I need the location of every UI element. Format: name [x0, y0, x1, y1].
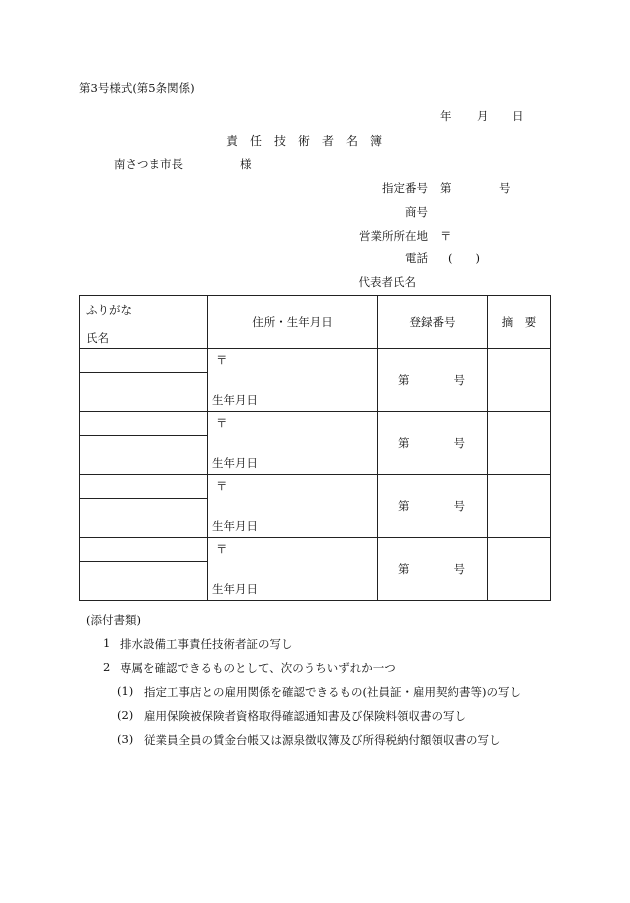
date-of-birth-label: 生年月日 [212, 393, 258, 407]
postal-mark: 〒 [216, 416, 228, 430]
attachment-item-text: 排水設備工事責任技術者証の写し [120, 637, 293, 651]
trade-name-label: 商号 [405, 205, 428, 219]
date-month: 月 [477, 109, 489, 123]
remarks-cell[interactable] [488, 538, 551, 601]
table-header-row [80, 296, 551, 349]
header-furigana: ふりがな [86, 303, 132, 317]
designation-dai: 第 [440, 181, 452, 195]
phone-parens: ( ) [448, 251, 480, 265]
furigana-cell[interactable] [80, 475, 208, 499]
reg-go: 号 [453, 499, 465, 513]
attachments-heading: (添付書類) [86, 613, 141, 627]
remarks-cell[interactable] [488, 475, 551, 538]
registration-number-cell[interactable] [378, 538, 488, 601]
furigana-cell[interactable] [80, 412, 208, 436]
attachment-subitem-num: (3) [117, 732, 134, 746]
registration-number-cell[interactable] [378, 475, 488, 538]
attachment-item-num: 1 [103, 636, 111, 650]
postal-mark: 〒 [216, 479, 228, 493]
attachment-subitem-text: 雇用保険被保険者資格取得確認通知書及び保険料領収書の写し [144, 709, 466, 723]
registration-number-cell[interactable] [378, 349, 488, 412]
reg-dai: 第 [398, 436, 410, 450]
header-name-cell [80, 296, 208, 349]
name-cell[interactable] [80, 436, 208, 475]
date-year: 年 [440, 109, 452, 123]
designation-number-label: 指定番号 [382, 181, 428, 195]
addressee-honorific: 様 [240, 157, 252, 171]
registration-number-cell[interactable] [378, 412, 488, 475]
reg-dai: 第 [398, 373, 410, 387]
designation-go: 号 [499, 181, 511, 195]
date-of-birth-label: 生年月日 [212, 456, 258, 470]
attachment-item-text: 専属を確認できるものとして、次のうちいずれか一つ [120, 661, 396, 675]
date-of-birth-label: 生年月日 [212, 582, 258, 596]
form-number: 第3号様式(第5条関係) [79, 81, 195, 95]
attachment-subitem-num: (1) [117, 684, 134, 698]
table-row [80, 538, 551, 562]
attachment-subitem-text: 指定工事店との雇用関係を確認できるもの(社員証・雇用契約書等)の写し [144, 685, 521, 699]
reg-go: 号 [453, 562, 465, 576]
name-cell[interactable] [80, 373, 208, 412]
header-remarks: 摘 要 [488, 296, 551, 349]
postal-mark: 〒 [216, 542, 228, 556]
reg-go: 号 [453, 436, 465, 450]
phone-label: 電話 [405, 251, 428, 265]
office-postal-mark: 〒 [440, 229, 452, 243]
name-cell[interactable] [80, 562, 208, 601]
remarks-cell[interactable] [488, 349, 551, 412]
remarks-cell[interactable] [488, 412, 551, 475]
reg-go: 号 [453, 373, 465, 387]
header-name: 氏名 [86, 331, 109, 345]
addressee-name: 南さつま市長 [114, 157, 183, 171]
address-dob-cell[interactable] [208, 349, 378, 412]
address-dob-cell[interactable] [208, 475, 378, 538]
attachment-item-num: 2 [103, 660, 111, 674]
header-registration-number: 登録番号 [378, 296, 488, 349]
table-row [80, 475, 551, 499]
postal-mark: 〒 [216, 353, 228, 367]
date-day: 日 [512, 109, 524, 123]
table-row [80, 349, 551, 373]
attachment-subitem-text: 従業員全員の賃金台帳又は源泉徴収簿及び所得税納付額領収書の写し [144, 733, 501, 747]
address-dob-cell[interactable] [208, 538, 378, 601]
technician-registry-table [79, 295, 551, 601]
reg-dai: 第 [398, 499, 410, 513]
furigana-cell[interactable] [80, 538, 208, 562]
address-dob-cell[interactable] [208, 412, 378, 475]
furigana-cell[interactable] [80, 349, 208, 373]
document-title: 責 任 技 術 者 名 簿 [226, 134, 383, 148]
name-cell[interactable] [80, 499, 208, 538]
date-of-birth-label: 生年月日 [212, 519, 258, 533]
representative-name-label: 代表者氏名 [358, 275, 416, 289]
date-line [440, 108, 524, 124]
office-address-label: 営業所所在地 [359, 229, 428, 243]
header-address-dob: 住所・生年月日 [208, 296, 378, 349]
reg-dai: 第 [398, 562, 410, 576]
table-row [80, 412, 551, 436]
attachment-subitem-num: (2) [117, 708, 134, 722]
